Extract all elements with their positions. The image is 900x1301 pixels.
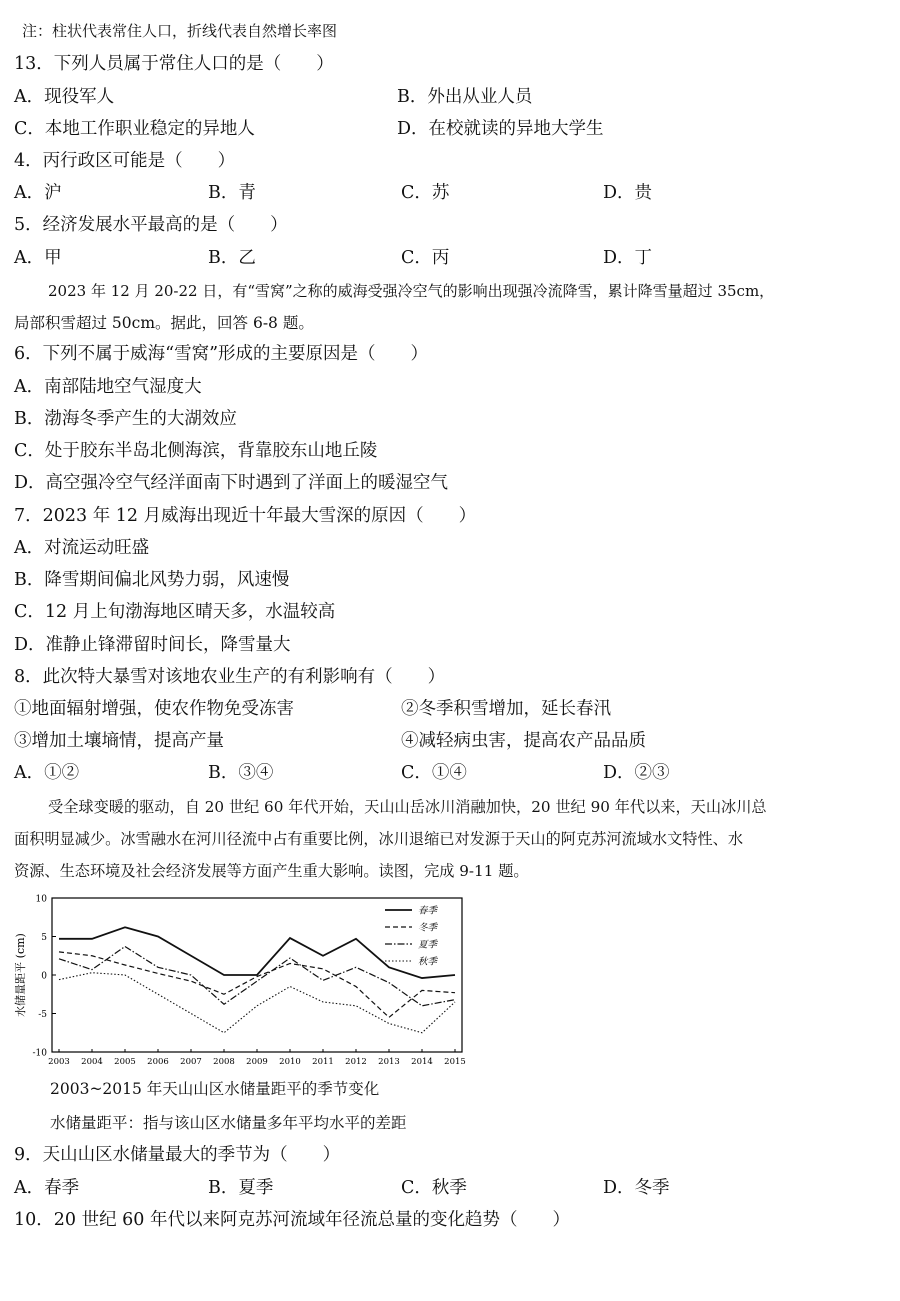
q5-option-a: A．甲 xyxy=(14,248,62,268)
header-note: 注：柱状代表常住人口，折线代表自然增长率图 xyxy=(22,22,338,40)
x-tick-label-8: 2011 xyxy=(312,1057,334,1067)
passage-1-line-1: 2023 年 12 月 20-22 日，有“雪窝”之称的威海受强冷空气的影响出现强冷流降雪，累计降雪量超过 35cm， xyxy=(48,282,775,300)
x-tick-label-6: 2009 xyxy=(246,1057,268,1067)
x-tick-label-10: 2013 xyxy=(378,1057,400,1067)
legend-label-2: 夏季 xyxy=(418,939,438,951)
q4-option-a: A．沪 xyxy=(14,183,62,203)
q7-option-d: D．准静止锋滞留时间长，降雪量大 xyxy=(14,635,291,655)
y-tick-label-1: 5 xyxy=(41,933,47,943)
q5-option-b: B．乙 xyxy=(208,248,256,268)
question-10-stem: 10．20 世纪 60 年代以来阿克苏河流域年径流总量的变化趋势（ ） xyxy=(14,1210,570,1230)
q8-item-4: ④减轻病虫害，提高农产品品质 xyxy=(401,731,646,751)
question-13-stem: 13．下列人员属于常住人口的是（ ） xyxy=(14,54,334,74)
q9-option-c: C．秋季 xyxy=(401,1178,467,1198)
x-tick-label-7: 2010 xyxy=(279,1057,301,1067)
q8-item-2: ②冬季积雪增加，延长春汛 xyxy=(401,699,611,719)
x-tick-label-0: 2003 xyxy=(48,1057,70,1067)
legend-label-0: 春季 xyxy=(418,905,438,917)
q7-option-b: B．降雪期间偏北风势力弱，风速慢 xyxy=(14,570,290,590)
y-tick-label-0: 10 xyxy=(35,894,47,905)
q13-option-a: A．现役军人 xyxy=(14,87,115,107)
passage-2-line-3: 资源、生态环境及社会经济发展等方面产生重大影响。读图，完成 9-11 题。 xyxy=(14,862,529,880)
q7-option-a: A．对流运动旺盛 xyxy=(14,538,150,558)
y-axis-label: 水储量距平 (cm) xyxy=(14,933,27,1017)
water-storage-anomaly-chart xyxy=(0,888,480,1074)
x-tick-label-5: 2008 xyxy=(213,1057,235,1067)
y-tick-label-2: 0 xyxy=(41,971,47,982)
q5-option-d: D．丁 xyxy=(603,248,653,268)
passage-2-line-2: 面积明显减少。冰雪融水在河川径流中占有重要比例，冰川退缩已对发源于天山的阿克苏河流域水文特性、水 xyxy=(14,830,743,848)
q4-option-d: D．贵 xyxy=(603,183,653,203)
q9-option-b: B．夏季 xyxy=(208,1178,274,1198)
q8-option-a: A．①② xyxy=(14,763,80,783)
passage-1-line-2: 局部积雪超过 50cm。据此，回答 6-8 题。 xyxy=(14,314,314,332)
q6-option-a: A．南部陆地空气湿度大 xyxy=(14,377,202,397)
x-tick-label-4: 2007 xyxy=(180,1057,202,1067)
question-9-stem: 9．天山山区水储量最大的季节为（ ） xyxy=(14,1145,341,1165)
q4-option-b: B．青 xyxy=(208,183,256,203)
question-6-stem: 6．下列不属于威海“雪窝”形成的主要原因是（ ） xyxy=(14,344,429,364)
passage-2-line-1: 受全球变暖的驱动，自 20 世纪 60 年代开始，天山山岳冰川消融加快，20 世纪 90 年代以来，天山冰川总 xyxy=(48,798,767,816)
q9-option-d: D．冬季 xyxy=(603,1178,670,1198)
q5-option-c: C．丙 xyxy=(401,248,450,268)
x-tick-label-1: 2004 xyxy=(81,1057,103,1067)
series-line-0 xyxy=(59,927,455,978)
question-8-stem: 8．此次特大暴雪对该地农业生产的有利影响有（ ） xyxy=(14,667,446,687)
question-4-stem: 4．丙行政区可能是（ ） xyxy=(14,151,236,171)
q6-option-d: D．高空强冷空气经洋面南下时遇到了洋面上的暖湿空气 xyxy=(14,473,449,493)
legend-label-3: 秋季 xyxy=(418,956,438,968)
x-tick-label-11: 2014 xyxy=(411,1057,433,1067)
q9-option-a: A．春季 xyxy=(14,1178,80,1198)
q6-option-c: C．处于胶东半岛北侧海滨，背靠胶东山地丘陵 xyxy=(14,441,378,461)
question-5-stem: 5．经济发展水平最高的是（ ） xyxy=(14,215,288,235)
q8-option-d: D．②③ xyxy=(603,763,670,783)
x-tick-label-3: 2006 xyxy=(147,1057,169,1067)
q13-option-d: D．在校就读的异地大学生 xyxy=(397,119,604,139)
chart-caption: 2003~2015 年天山山区水储量距平的季节变化 xyxy=(50,1080,380,1098)
x-tick-label-12: 2015 xyxy=(444,1057,466,1067)
x-tick-label-2: 2005 xyxy=(114,1057,136,1067)
q7-option-c: C．12 月上旬渤海地区晴天多，水温较高 xyxy=(14,602,336,622)
y-tick-label-3: -5 xyxy=(38,1010,47,1020)
question-7-stem: 7．2023 年 12 月威海出现近十年最大雪深的原因（ ） xyxy=(14,506,477,526)
x-tick-label-9: 2012 xyxy=(345,1057,367,1067)
q13-option-b: B．外出从业人员 xyxy=(397,87,533,107)
legend-label-1: 冬季 xyxy=(418,922,438,934)
q13-option-c: C．本地工作职业稳定的异地人 xyxy=(14,119,255,139)
q4-option-c: C．苏 xyxy=(401,183,450,203)
q8-item-1: ①地面辐射增强，使农作物免受冻害 xyxy=(14,699,294,719)
y-tick-label-4: -10 xyxy=(32,1048,47,1059)
chart-note: 水储量距平：指与该山区水储量多年平均水平的差距 xyxy=(50,1114,407,1132)
q8-option-b: B．③④ xyxy=(208,763,274,783)
series-line-1 xyxy=(59,952,455,1017)
q8-item-3: ③增加土壤墒情，提高产量 xyxy=(14,731,224,751)
q8-option-c: C．①④ xyxy=(401,763,467,783)
q6-option-b: B．渤海冬季产生的大湖效应 xyxy=(14,409,237,429)
